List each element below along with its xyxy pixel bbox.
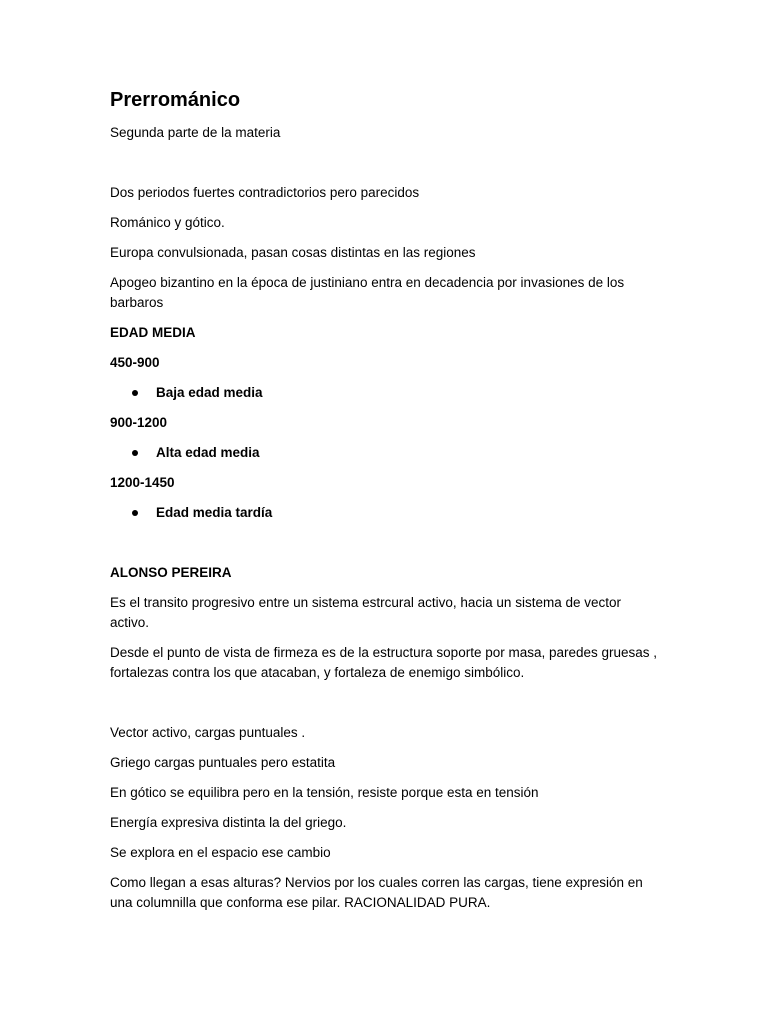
- intro-paragraph: Dos periodos fuertes contradictorios pero parecidos: [110, 185, 420, 200]
- intro-paragraph: Apogeo bizantino en la época de justiniano entra en decadencia por invasiones de los barbaros: [110, 275, 625, 310]
- bullet-icon: [132, 510, 138, 516]
- vector-paragraph: Energía expresiva distinta la del griego.: [110, 815, 347, 830]
- vector-paragraph: Vector activo, cargas puntuales .: [110, 725, 306, 740]
- period-list-item: [110, 503, 658, 523]
- period-years: 900-1200: [110, 415, 168, 430]
- bullet-icon: [132, 450, 138, 456]
- period-list: [110, 383, 658, 403]
- period-years: 450-900: [110, 355, 160, 370]
- vector-paragraph: En gótico se equilibra pero en la tensión, resiste porque esta en tensión: [110, 785, 539, 800]
- blank-line: [110, 533, 658, 563]
- period-list: [110, 503, 658, 523]
- vector-paragraph: Griego cargas puntuales pero estatita: [110, 755, 336, 770]
- period-list: [110, 443, 658, 463]
- intro-paragraph: Europa convulsionada, pasan cosas distintas en las regiones: [110, 245, 476, 260]
- alonso-paragraph: Desde el punto de vista de firmeza es de la estructura soporte por masa, paredes gruesas , fortalezas contra los que atacaban, y fortaleza de enemigo simbólico.: [110, 645, 658, 680]
- blank-line: [110, 693, 658, 723]
- period-name: Edad media tardía: [156, 505, 273, 520]
- intro-paragraph: Románico y gótico.: [110, 215, 225, 230]
- period-name: Baja edad media: [156, 385, 263, 400]
- period-list-item: [110, 443, 658, 463]
- section-heading-edad-media: EDAD MEDIA: [110, 325, 196, 340]
- document-subtitle: Segunda parte de la materia: [110, 125, 281, 140]
- vector-paragraph: Se explora en el espacio ese cambio: [110, 845, 331, 860]
- document-title: Prerrománico: [110, 89, 241, 111]
- period-list-item: [110, 383, 658, 403]
- section-heading-alonso-pereira: ALONSO PEREIRA: [110, 565, 232, 580]
- alonso-paragraph: Es el transito progresivo entre un sistema estrcural activo, hacia un sistema de vector activo.: [110, 595, 621, 630]
- period-name: Alta edad media: [156, 445, 260, 460]
- document-body: [110, 88, 658, 923]
- bullet-icon: [132, 390, 138, 396]
- blank-line: [110, 153, 658, 183]
- vector-paragraph: Como llegan a esas alturas? Nervios por los cuales corren las cargas, tiene expresión en una columnilla que conforma ese pilar. RACIONALIDAD PURA.: [110, 875, 643, 910]
- period-years: 1200-1450: [110, 475, 175, 490]
